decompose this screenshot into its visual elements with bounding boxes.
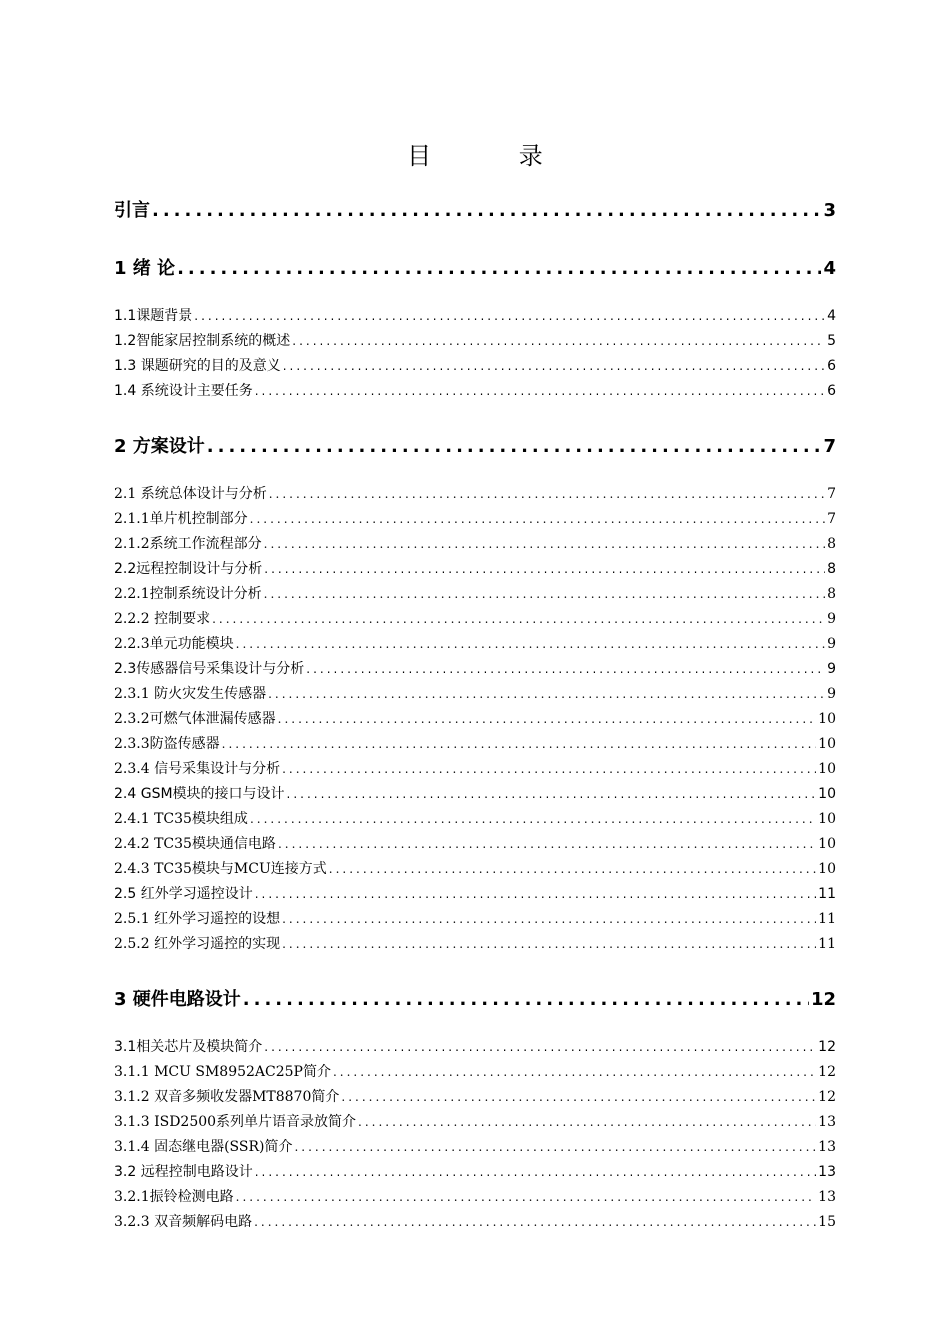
toc-leader-dots: [282, 932, 816, 957]
toc-entry-label: 2.3.4 信号采集设计与分析: [114, 761, 281, 777]
toc-entry[interactable]: [114, 354, 836, 379]
toc-entry-label: 2.4.3 TC35模块与MCU连接方式: [114, 861, 327, 877]
toc-entry-page-number: 10: [818, 761, 836, 777]
toc-entry-label: 2.3传感器信号采集设计与分析: [114, 661, 305, 677]
toc-entry-label: 3.2.1振铃检测电路: [114, 1189, 234, 1205]
toc-entry[interactable]: [114, 196, 836, 226]
toc-leader-dots: [287, 782, 817, 807]
toc-entry[interactable]: [114, 807, 836, 832]
toc-entry-page-number: 10: [818, 811, 836, 827]
toc-entry-label: 1 绪 论: [114, 258, 176, 279]
toc-entry-page-number: 13: [818, 1164, 836, 1180]
toc-entry[interactable]: [114, 882, 836, 907]
toc-entry-page-number: 4: [823, 258, 836, 279]
toc-entry-label: 2.2.1控制系统设计分析: [114, 586, 262, 602]
toc-entry[interactable]: [114, 582, 836, 607]
toc-leader-dots: [358, 1110, 816, 1135]
table-of-contents: [114, 196, 836, 1235]
toc-entry-label: 3.2 远程控制电路设计: [114, 1164, 253, 1180]
toc-entry-label: 2.3.2可燃气体泄漏传感器: [114, 711, 276, 727]
toc-entry-page-number: 9: [827, 611, 836, 627]
toc-entry-page-number: 6: [827, 383, 836, 399]
toc-entry[interactable]: [114, 532, 836, 557]
toc-entry-label: 2.2远程控制设计与分析: [114, 561, 263, 577]
toc-leader-dots: [212, 607, 825, 632]
toc-entry-page-number: 8: [827, 586, 836, 602]
toc-entry-label: 2.1.1单片机控制部分: [114, 511, 248, 527]
toc-entry-label: 2.3.1 防火灾发生传感器: [114, 686, 267, 702]
toc-entry-label: 1.3 课题研究的目的及意义: [114, 358, 281, 374]
toc-entry-label: 3.1.1 MCU SM8952AC25P简介: [114, 1064, 331, 1080]
toc-entry-page-number: 12: [818, 1089, 836, 1105]
toc-entry-page-number: 11: [818, 886, 836, 902]
toc-entry-label: 3.1相关芯片及模块简介: [114, 1039, 263, 1055]
toc-entry[interactable]: [114, 254, 836, 284]
toc-entry-label: 2.1.2系统工作流程部分: [114, 536, 262, 552]
toc-leader-dots: [243, 985, 809, 1015]
toc-entry[interactable]: [114, 985, 836, 1015]
toc-leader-dots: [254, 1210, 816, 1235]
toc-leader-dots: [292, 329, 825, 354]
toc-entry[interactable]: [114, 707, 836, 732]
toc-entry-page-number: 10: [818, 836, 836, 852]
toc-leader-dots: [264, 532, 825, 557]
toc-entry-label: 3 硬件电路设计: [114, 989, 241, 1010]
toc-entry-label: 2.4.2 TC35模块通信电路: [114, 836, 276, 852]
toc-entry[interactable]: [114, 1210, 836, 1235]
toc-entry[interactable]: [114, 607, 836, 632]
toc-entry-page-number: 9: [827, 636, 836, 652]
toc-leader-dots: [294, 1135, 816, 1160]
toc-entry-page-number: 10: [818, 786, 836, 802]
toc-entry-label: 2.5.2 红外学习遥控的实现: [114, 936, 281, 952]
toc-leader-dots: [222, 732, 817, 757]
toc-entry-page-number: 9: [827, 661, 836, 677]
toc-leader-dots: [250, 507, 825, 532]
toc-entry-page-number: 10: [818, 711, 836, 727]
toc-entry-label: 2.5 红外学习遥控设计: [114, 886, 253, 902]
toc-entry[interactable]: [114, 907, 836, 932]
toc-entry-page-number: 3: [823, 200, 836, 221]
toc-entry-page-number: 7: [823, 436, 836, 457]
toc-leader-dots: [250, 807, 816, 832]
toc-leader-dots: [236, 632, 825, 657]
toc-entry[interactable]: [114, 329, 836, 354]
toc-entry[interactable]: [114, 732, 836, 757]
toc-leader-dots: [341, 1085, 816, 1110]
toc-entry-label: 1.2智能家居控制系统的概述: [114, 333, 291, 349]
toc-entry[interactable]: [114, 1110, 836, 1135]
toc-leader-dots: [269, 482, 825, 507]
toc-entry[interactable]: [114, 857, 836, 882]
toc-leader-dots: [264, 1035, 816, 1060]
toc-leader-dots: [282, 757, 816, 782]
toc-entry-page-number: 12: [818, 1064, 836, 1080]
toc-leader-dots: [264, 557, 825, 582]
toc-entry-page-number: 4: [827, 308, 836, 324]
toc-entry-page-number: 7: [827, 511, 836, 527]
toc-entry[interactable]: [114, 1085, 836, 1110]
toc-leader-dots: [152, 196, 821, 226]
toc-entry-label: 1.1课题背景: [114, 308, 193, 324]
toc-entry-page-number: 13: [818, 1114, 836, 1130]
toc-entry[interactable]: [114, 557, 836, 582]
toc-leader-dots: [268, 682, 825, 707]
toc-entry[interactable]: [114, 1060, 836, 1085]
toc-entry-label: 1.4 系统设计主要任务: [114, 383, 253, 399]
toc-entry-label: 2.5.1 红外学习遥控的设想: [114, 911, 281, 927]
toc-leader-dots: [207, 432, 822, 462]
toc-entry-page-number: 9: [827, 686, 836, 702]
toc-leader-dots: [278, 707, 817, 732]
toc-leader-dots: [282, 907, 816, 932]
toc-entry-label: 2.3.3防盗传感器: [114, 736, 220, 752]
toc-entry-page-number: 7: [827, 486, 836, 502]
toc-entry-label: 2.4.1 TC35模块组成: [114, 811, 248, 827]
toc-entry[interactable]: [114, 682, 836, 707]
toc-entry-label: 2.2.3单元功能模块: [114, 636, 234, 652]
toc-leader-dots: [333, 1060, 816, 1085]
toc-entry[interactable]: [114, 757, 836, 782]
toc-entry[interactable]: [114, 632, 836, 657]
toc-entry[interactable]: [114, 1135, 836, 1160]
toc-entry[interactable]: [114, 304, 836, 329]
toc-entry-page-number: 11: [818, 911, 836, 927]
toc-entry-label: 2 方案设计: [114, 436, 205, 457]
toc-leader-dots: [177, 254, 821, 284]
toc-entry-page-number: 11: [818, 936, 836, 952]
toc-entry-page-number: 6: [827, 358, 836, 374]
toc-entry-label: 3.1.2 双音多频收发器MT8870简介: [114, 1089, 340, 1105]
toc-leader-dots: [329, 857, 816, 882]
toc-leader-dots: [255, 379, 825, 404]
toc-entry-label: 3.1.4 固态继电器(SSR)简介: [114, 1139, 293, 1155]
toc-entry-page-number: 5: [827, 333, 836, 349]
toc-entry[interactable]: [114, 1185, 836, 1210]
toc-entry-label: 2.2.2 控制要求: [114, 611, 211, 627]
toc-entry-label: 2.1 系统总体设计与分析: [114, 486, 267, 502]
toc-leader-dots: [264, 582, 825, 607]
toc-entry-label: 2.4 GSM模块的接口与设计: [114, 786, 285, 802]
toc-leader-dots: [194, 304, 825, 329]
toc-leader-dots: [255, 882, 816, 907]
toc-entry[interactable]: [114, 482, 836, 507]
toc-entry-page-number: 8: [827, 561, 836, 577]
toc-entry-page-number: 12: [818, 1039, 836, 1055]
toc-entry[interactable]: [114, 832, 836, 857]
toc-leader-dots: [255, 1160, 816, 1185]
toc-entry-page-number: 12: [810, 989, 836, 1010]
toc-entry-page-number: 8: [827, 536, 836, 552]
toc-leader-dots: [236, 1185, 817, 1210]
toc-leader-dots: [283, 354, 825, 379]
toc-entry-label: 3.1.3 ISD2500系列单片语音录放简介: [114, 1114, 357, 1130]
toc-entry-page-number: 13: [818, 1189, 836, 1205]
toc-entry-page-number: 13: [818, 1139, 836, 1155]
toc-entry[interactable]: [114, 1160, 836, 1185]
toc-entry-label: 引言: [114, 200, 150, 221]
toc-entry[interactable]: [114, 1035, 836, 1060]
toc-entry[interactable]: [114, 507, 836, 532]
toc-leader-dots: [278, 832, 816, 857]
toc-entry-page-number: 15: [818, 1214, 836, 1230]
toc-entry-page-number: 10: [818, 736, 836, 752]
toc-entry-page-number: 10: [818, 861, 836, 877]
toc-entry[interactable]: [114, 782, 836, 807]
toc-entry[interactable]: [114, 432, 836, 462]
toc-entry[interactable]: [114, 379, 836, 404]
toc-entry-label: 3.2.3 双音频解码电路: [114, 1214, 253, 1230]
toc-entry[interactable]: [114, 932, 836, 957]
toc-leader-dots: [306, 657, 825, 682]
page-title: 目 录: [407, 142, 583, 170]
toc-entry[interactable]: [114, 657, 836, 682]
